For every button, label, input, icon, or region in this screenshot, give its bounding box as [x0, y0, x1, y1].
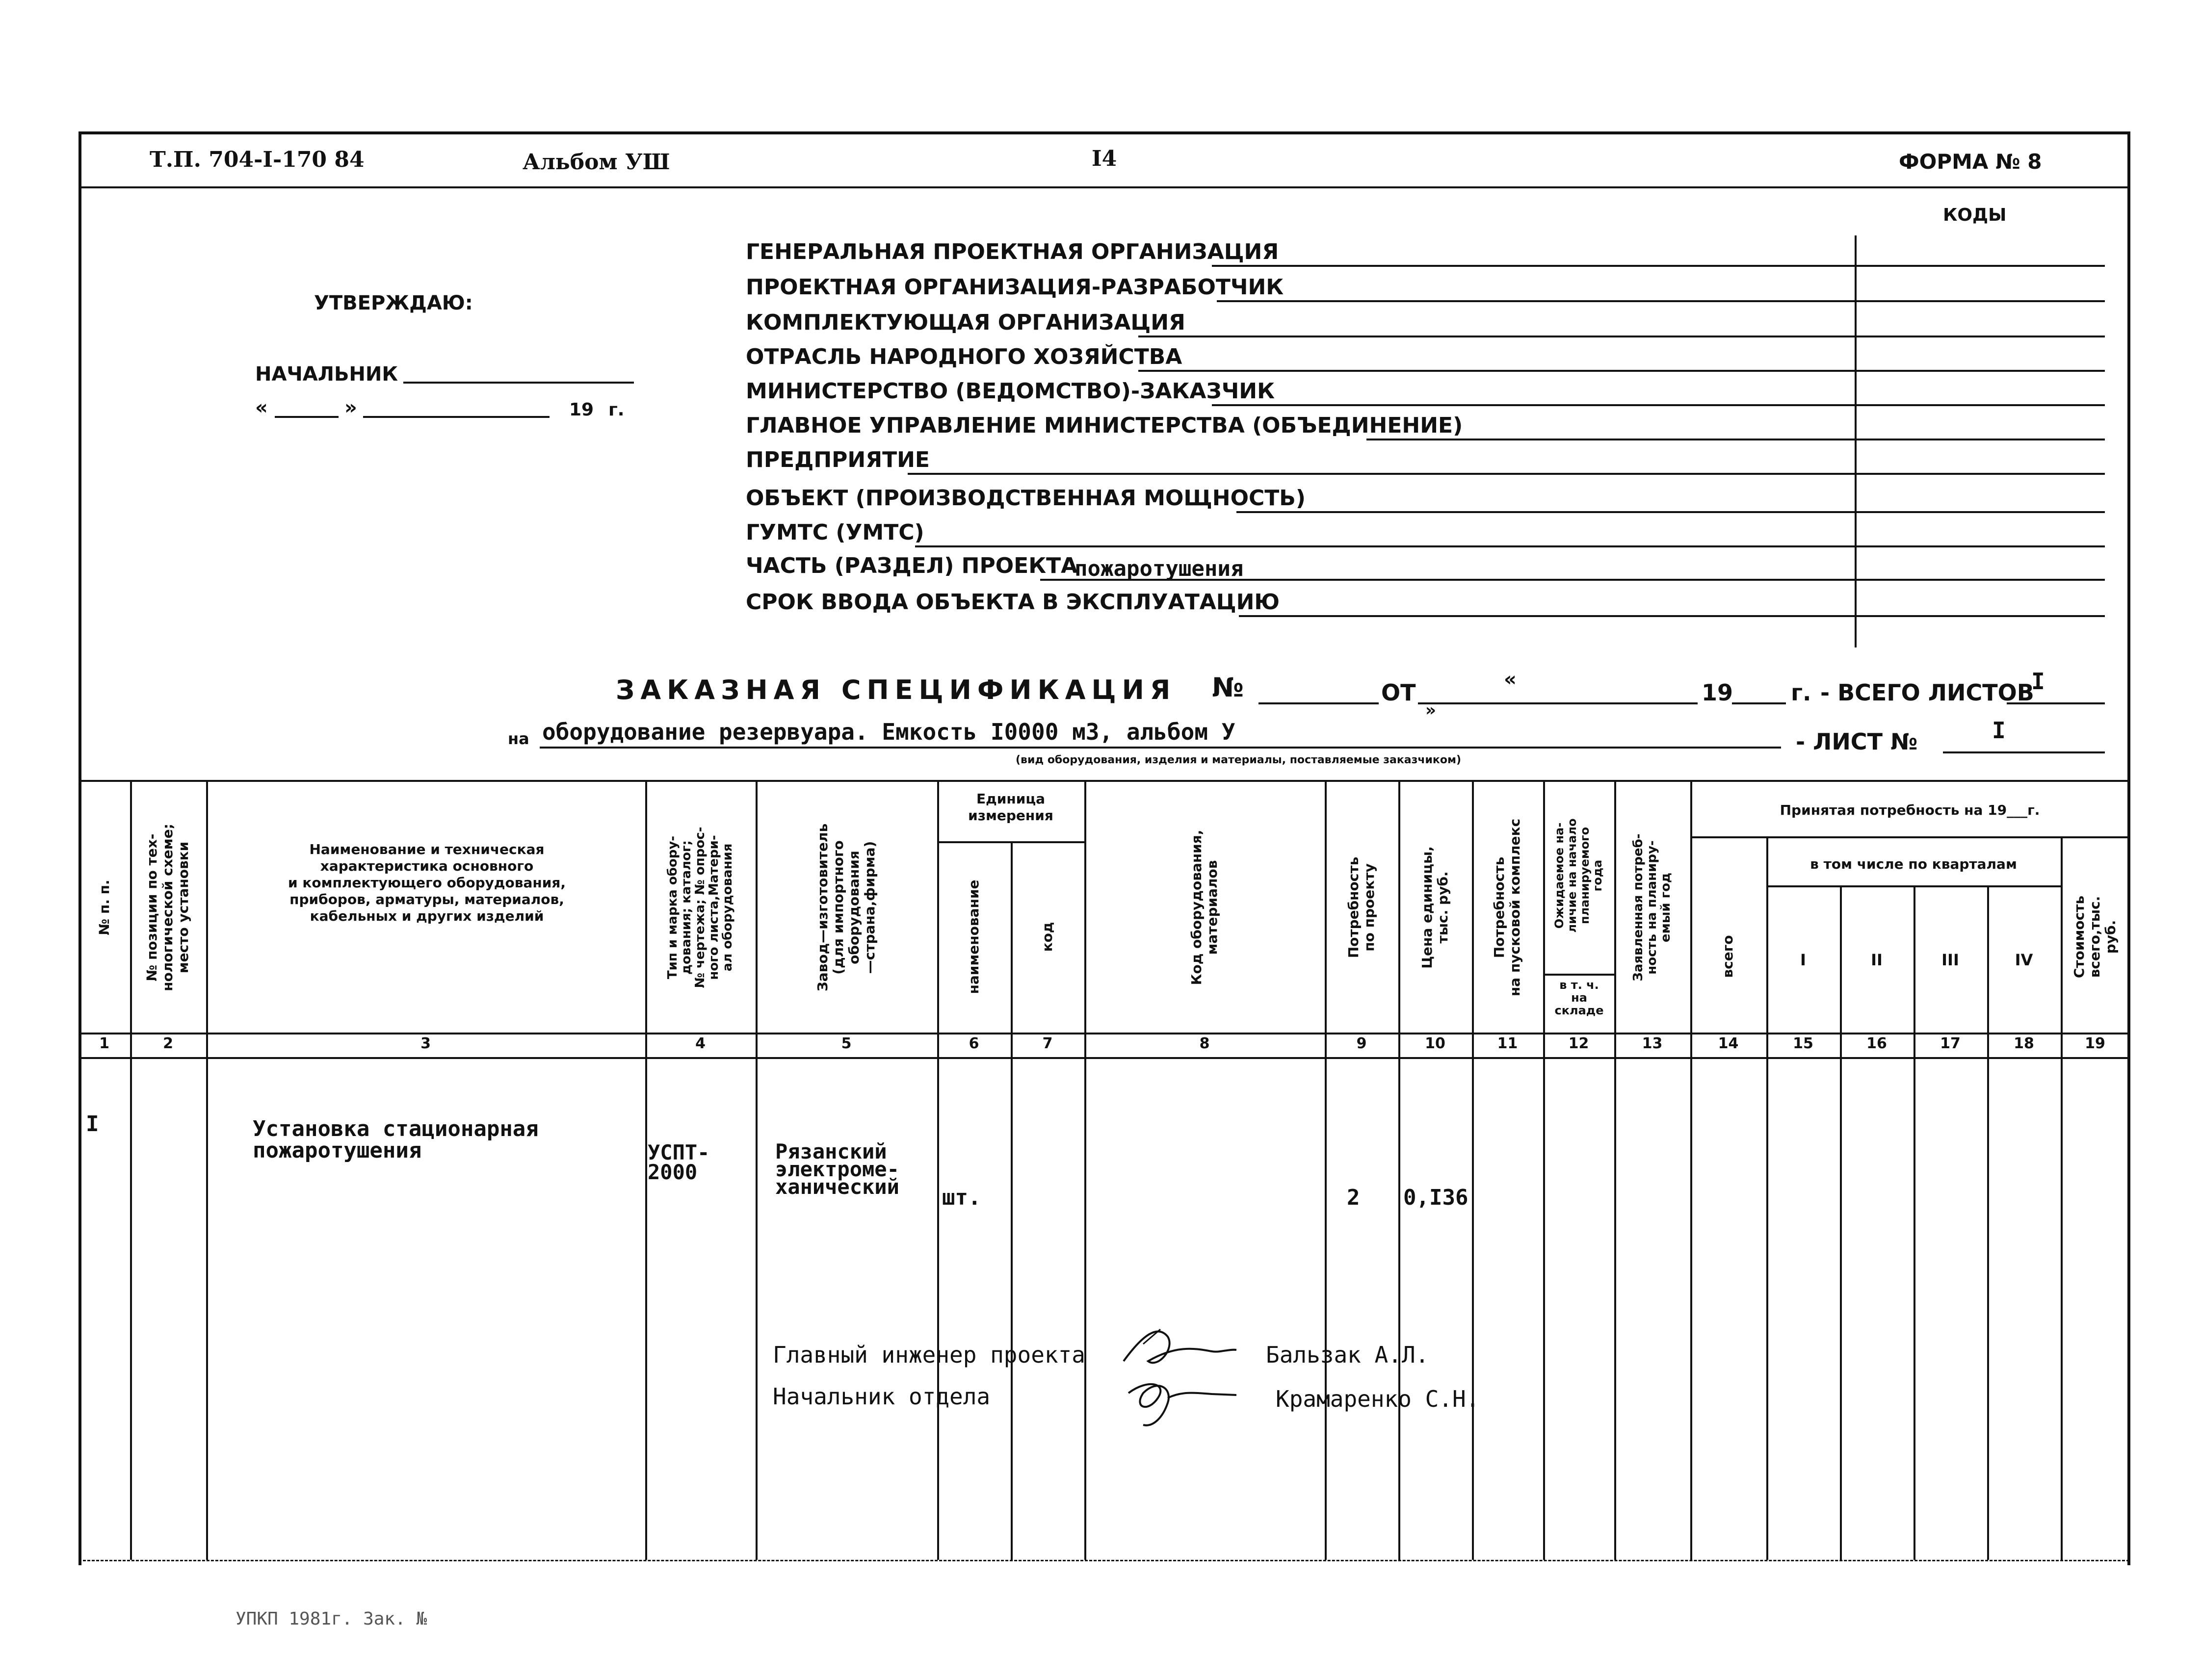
col-number: 14: [1718, 1035, 1739, 1052]
col-header-unit-name: наименование: [966, 879, 982, 994]
row-item-unit: шт.: [942, 1185, 981, 1210]
field-general-org-line: [1212, 265, 2105, 267]
col-number: 16: [1866, 1035, 1887, 1052]
col-header-price: Цена единицы, тыс. руб.: [1419, 846, 1451, 969]
row-item-qty: 2: [1347, 1185, 1360, 1210]
col-line-13: [1690, 780, 1692, 1560]
col-line-11: [1543, 780, 1545, 1560]
col-number: 1: [99, 1035, 109, 1052]
col-number: 8: [1199, 1035, 1210, 1052]
col-header-type: Тип и марка обору- дования; каталог; № чертежа; № опрос- ного листа,Матери- ал оборудования: [665, 827, 735, 988]
spec-subject: оборудование резервуара. Емкость I0000 м3, альбом У: [542, 719, 1235, 745]
col-header-q3: III: [1941, 951, 1959, 969]
spec-year-suffix: г.: [1791, 679, 1811, 706]
field-developer-org: ПРОЕКТНАЯ ОРГАНИЗАЦИЯ-РАЗРАБОТЧИК: [746, 275, 1284, 300]
col-header-cost: Стоимость всего,тыс. руб.: [2071, 895, 2119, 979]
col-header-maker: Завод—изготовитель (для импортного оборудования —страна,фирма): [814, 823, 878, 992]
doc-reference: Т.П. 704-I-170 84: [150, 147, 365, 172]
approve-label: УТВЕРЖДАЮ:: [314, 292, 473, 314]
chief-engineer-title: Главный инженер проекта: [773, 1342, 1085, 1368]
col-number: 17: [1940, 1035, 1961, 1052]
col-header-quarters-group: в том числе по кварталам: [1810, 856, 2017, 872]
approval-year-suffix: г.: [608, 400, 625, 420]
col-line-6: [1011, 841, 1013, 1560]
row-number: I: [86, 1111, 99, 1137]
spec-sheet-number-line: [1943, 751, 2105, 753]
col-number: 6: [969, 1035, 979, 1052]
col-header-q4: IV: [2015, 951, 2033, 969]
field-supplier-org-line: [1138, 336, 2105, 337]
spec-sheet-label: - ЛИСТ №: [1796, 728, 1918, 755]
codes-label: КОДЫ: [1943, 205, 2007, 225]
spec-year-prefix: 19: [1702, 679, 1733, 706]
field-project-part-line: [1040, 579, 2105, 581]
col-header-q2: II: [1871, 951, 1883, 969]
field-ministry-line: [1212, 404, 2105, 406]
col-line-8: [1325, 780, 1327, 1560]
field-industry-line: [1138, 370, 2105, 372]
field-object-line: [1236, 511, 2105, 513]
date-close-quote: »: [344, 396, 357, 419]
spec-on-label: на: [508, 729, 529, 748]
col-line-10: [1472, 780, 1474, 1560]
chief-signature-line: [403, 382, 634, 384]
date-day-line: [275, 416, 339, 418]
spec-total-sheets-label: - ВСЕГО ЛИСТОВ: [1820, 679, 2034, 706]
col-header-demand: Потребность по проекту: [1345, 856, 1377, 958]
form-number: ФОРМА № 8: [1899, 150, 2042, 174]
col-number: 15: [1793, 1035, 1813, 1052]
col-header-unit-group: Единица измерения: [968, 791, 1053, 824]
col-header-launch-demand: Потребность на пусковой комплекс: [1491, 818, 1523, 997]
field-project-part-value: пожаротушения: [1075, 556, 1244, 581]
field-gumts-line: [915, 545, 2105, 547]
field-industry: ОТРАСЛЬ НАРОДНОГО ХОЗЯЙСТВА: [746, 344, 1182, 369]
col-number: 18: [2014, 1035, 2034, 1052]
dept-head-name: Крамаренко С.Н.: [1276, 1386, 1480, 1412]
spec-number-line: [1258, 702, 1379, 704]
col-line-12: [1614, 780, 1616, 1560]
field-object: ОБЪЕКТ (ПРОИЗВОДСТВЕННАЯ МОЩНОСТЬ): [746, 486, 1306, 511]
col-line-9: [1398, 780, 1400, 1560]
col-header-material-code: Код оборудования, материалов: [1188, 829, 1220, 985]
col-number: 2: [163, 1035, 173, 1052]
header-divider: [79, 186, 2129, 188]
field-project-part: ЧАСТЬ (РАЗДЕЛ) ПРОЕКТА: [746, 553, 1078, 578]
col-header-no: № п. п.: [96, 879, 112, 935]
table-header-bottom: [79, 1033, 2129, 1034]
col-number: 7: [1042, 1035, 1053, 1052]
approval-year-prefix: 19: [569, 400, 594, 420]
col-header-total: всего: [1720, 935, 1736, 978]
col-number: 3: [420, 1035, 431, 1052]
chief-engineer-name: Бальзак А.Л.: [1266, 1342, 1429, 1368]
col-header-accepted-group: Принятая потребность на 19___г.: [1780, 802, 2040, 818]
col-line-16: [1914, 885, 1915, 1560]
spec-total-sheets: I: [2031, 668, 2045, 695]
spec-total-sheets-line: [2007, 702, 2105, 704]
print-mark: УПКП 1981г. Зак. №: [236, 1609, 427, 1629]
field-general-org: ГЕНЕРАЛЬНАЯ ПРОЕКТНАЯ ОРГАНИЗАЦИЯ: [746, 239, 1279, 264]
row-item-type: УСПТ- 2000: [648, 1140, 710, 1184]
spec-year-line: [1732, 702, 1786, 704]
dept-head-title: Начальник отдела: [773, 1383, 991, 1410]
field-commission-date-line: [1239, 615, 2105, 617]
c12-divider: [1543, 974, 1614, 976]
field-gumts: ГУМТС (УМТС): [746, 520, 924, 545]
field-supplier-org: КОМПЛЕКТУЮЩАЯ ОРГАНИЗАЦИЯ: [746, 310, 1185, 335]
col-number: 13: [1642, 1035, 1663, 1052]
date-month-line: [363, 416, 550, 418]
spec-date-line: [1418, 702, 1698, 704]
date-open-quote: «: [255, 396, 268, 419]
col-number: 5: [841, 1035, 852, 1052]
table-bottom-line: [79, 1560, 2129, 1561]
col-line-1: [130, 780, 132, 1560]
spec-sheet-number: I: [1992, 717, 2006, 744]
col-number: 4: [695, 1035, 706, 1052]
col-number: 19: [2085, 1035, 2105, 1052]
row-item-price: 0,I36: [1403, 1185, 1468, 1210]
spec-from-label: ОТ: [1381, 679, 1416, 706]
field-main-department-line: [1366, 439, 2105, 440]
page-number: I4: [1092, 146, 1117, 171]
chief-label: НАЧАЛЬНИК: [255, 363, 398, 386]
field-main-department: ГЛАВНОЕ УПРАВЛЕНИЕ МИНИСТЕРСТВА (ОБЪЕДИНЕНИЕ): [746, 413, 1463, 438]
field-commission-date: СРОК ВВОДА ОБЪЕКТА В ЭКСПЛУАТАЦИЮ: [746, 590, 1280, 615]
col-number: 12: [1568, 1035, 1589, 1052]
col-line-3: [645, 780, 647, 1560]
accepted-group-divider: [1690, 836, 2129, 838]
field-enterprise-line: [908, 473, 2105, 475]
col-header-q1: I: [1800, 951, 1806, 969]
field-ministry: МИНИСТЕРСТВО (ВЕДОМСТВО)-ЗАКАЗЧИК: [746, 379, 1275, 404]
spec-number-label: №: [1212, 672, 1244, 703]
col-line-2: [206, 780, 208, 1560]
field-enterprise: ПРЕДПРИЯТИЕ: [746, 447, 930, 472]
col-header-name: Наименование и техническая характеристика основного и комплектующего оборудования, приборов, арматуры, материалов, кабельных и других изделий: [288, 841, 566, 924]
col-line-15: [1840, 885, 1842, 1560]
table-number-row-bottom: [79, 1057, 2129, 1059]
col-line-7: [1084, 780, 1086, 1560]
col-header-unit-code: код: [1039, 922, 1055, 952]
col-number: 10: [1425, 1035, 1445, 1052]
col-line-14: [1766, 836, 1768, 1560]
col-line-18: [2061, 836, 2063, 1560]
dept-head-signature: [1114, 1364, 1241, 1432]
row-item-maker: Рязанский электроме- ханический: [775, 1139, 899, 1199]
codes-divider: [1855, 235, 1857, 647]
spec-subject-line: [540, 747, 1781, 749]
spec-title: ЗАКАЗНАЯ СПЕЦИФИКАЦИЯ: [616, 674, 1177, 705]
spec-subject-caption: (вид оборудования, изделия и материалы, поставляемые заказчиком): [1016, 754, 1461, 766]
table-top-line: [79, 780, 2129, 782]
col-header-position: № позиции по тех- нологической схеме; место установки: [144, 824, 191, 991]
spec-quote-open: «: [1504, 668, 1517, 691]
row-item-name: Установка стационарная пожаротушения: [253, 1116, 539, 1163]
col-number: 9: [1356, 1035, 1367, 1052]
album-label: Альбом УШ: [523, 150, 670, 175]
col-line-5: [937, 780, 939, 1560]
col-header-in-stock: в т. ч. на складе: [1554, 978, 1604, 1017]
col-header-declared: Заявленная потреб- ность на планиру- емый год: [1631, 833, 1673, 982]
col-line-17: [1987, 885, 1989, 1560]
field-developer-org-line: [1217, 300, 2105, 302]
spec-quote-close: »: [1425, 700, 1436, 720]
col-number: 11: [1497, 1035, 1518, 1052]
col-line-4: [756, 780, 758, 1560]
col-header-expected: Ожидаемое на- личие на начало планируемого года: [1552, 818, 1604, 933]
